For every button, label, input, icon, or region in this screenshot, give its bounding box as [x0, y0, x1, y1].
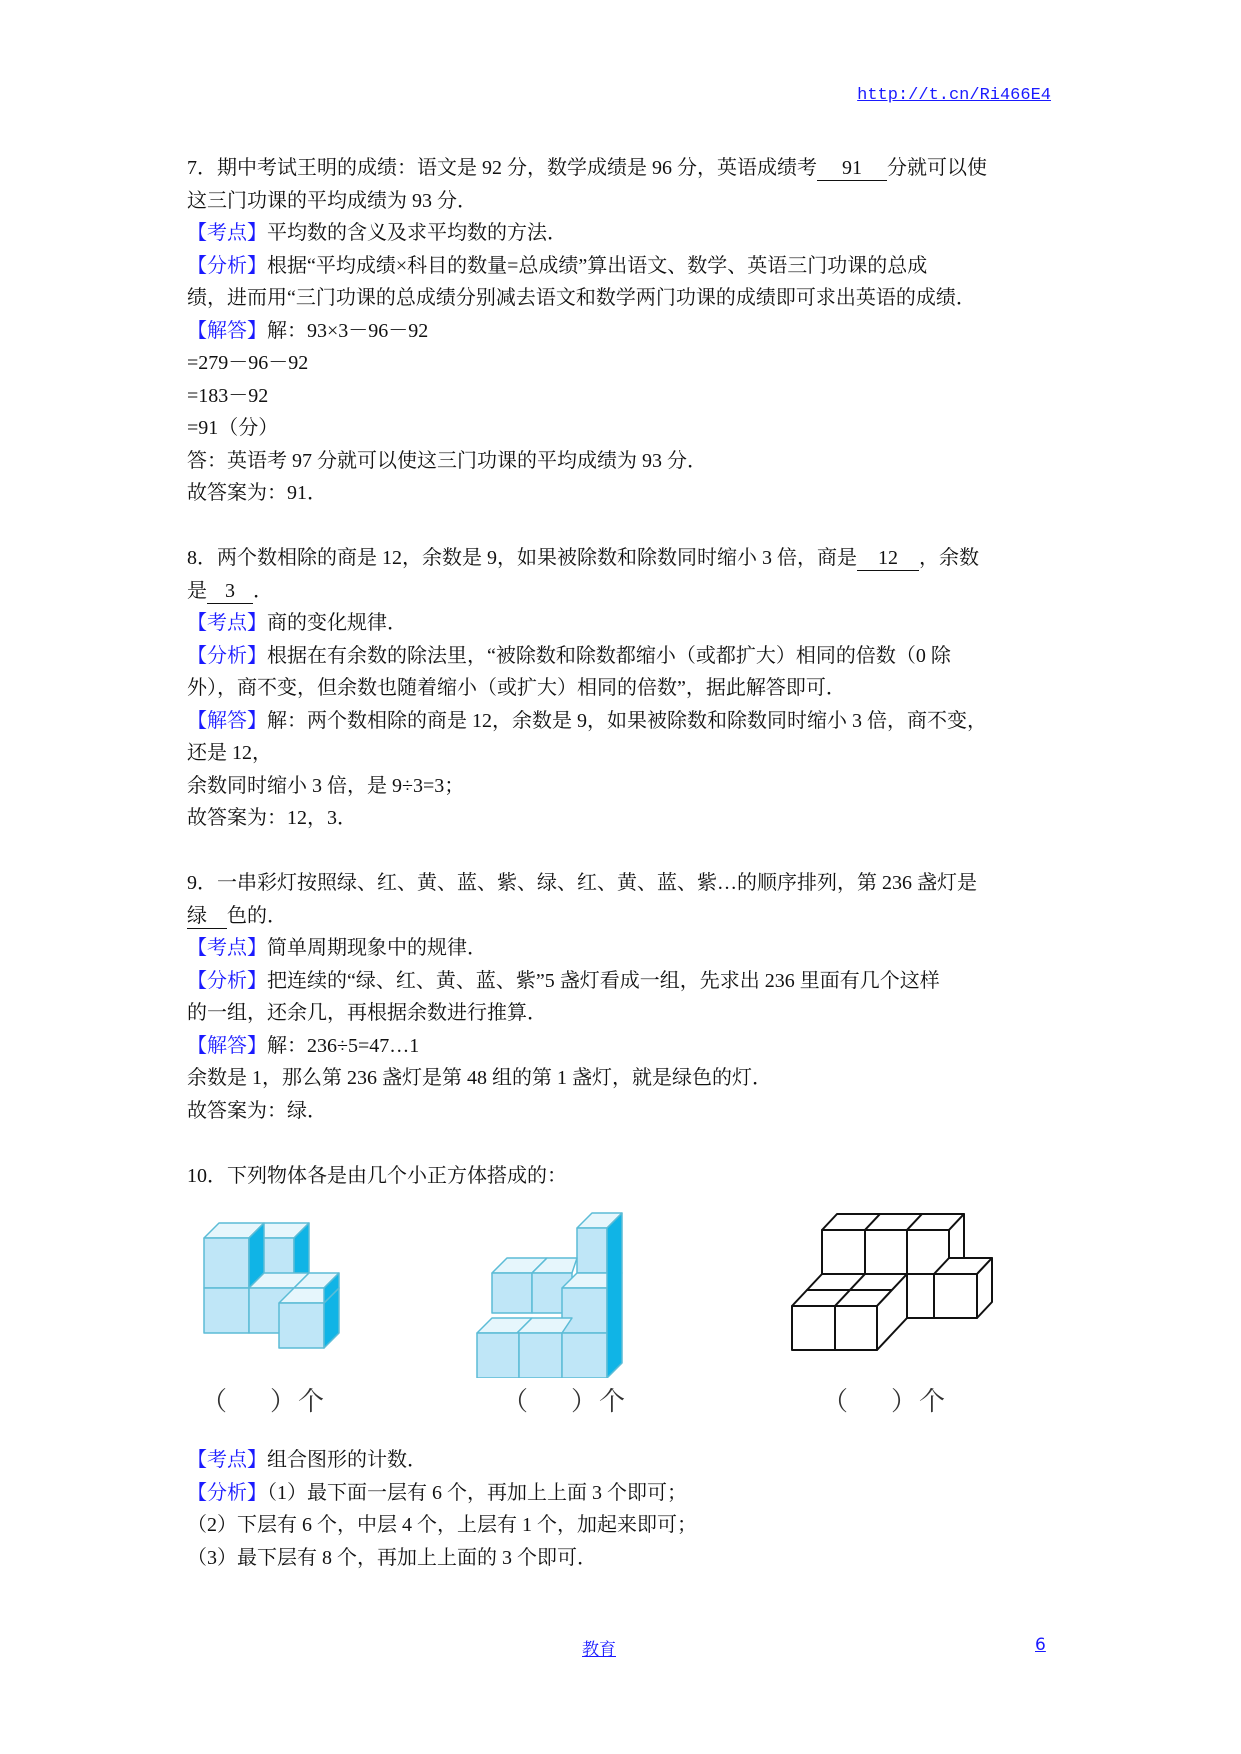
fenxi-text: 绩，进而用“三门功课的总成绩分别减去语文和数学两门功课的成绩即可求出英语的成绩．: [187, 287, 976, 309]
cube-front-face: [492, 1273, 532, 1313]
stem-text: 这三门功课的平均成绩为 93 分．: [187, 189, 477, 212]
fenxi-tag: 【分析】: [187, 644, 267, 667]
kaodian-tag: 【考点】: [187, 222, 267, 244]
kaodian-line: [187, 932, 1057, 965]
fenxi-text: （2）下层有 6 个，中层 4 个，上层有 1 个，加起来即可；: [187, 1514, 697, 1536]
jieda-text: 解：236÷5=47…1: [267, 1034, 420, 1057]
figure-3-cubes: [777, 1198, 997, 1417]
jieda-text: 还是 12，: [187, 742, 272, 764]
page-number[interactable]: 6: [1035, 1635, 1046, 1655]
kaodian-tag: 【考点】: [187, 612, 267, 634]
question-7-stem: [187, 152, 1057, 185]
stem-text: ，余数: [919, 547, 979, 569]
answer-blank: 3: [207, 579, 253, 604]
jieda-tag: 【解答】: [187, 319, 267, 342]
cube-side-face: [607, 1213, 622, 1378]
cube-front-face: [562, 1333, 607, 1378]
cube-drawing-2: [472, 1198, 642, 1378]
cube-front-face: [865, 1230, 907, 1274]
fenxi-text: （1）最下面一层有 6 个，再加上上面 3 个即可；: [267, 1481, 687, 1504]
fenxi-line: [187, 250, 1057, 283]
cube-front-face: [934, 1274, 977, 1318]
stem-text: 是: [187, 579, 207, 602]
kaodian-line: [187, 217, 1057, 250]
stem-text: 7．期中考试王明的成绩：语文是 92 分，数学成绩是 96 分，英语成绩考: [187, 157, 817, 179]
cube-front-face: [835, 1306, 877, 1350]
question-8-stem: [187, 542, 1057, 575]
spacer: [187, 835, 1057, 868]
jieda-line: [187, 1030, 1057, 1063]
kaodian-text: 简单周期现象中的规律．: [267, 937, 487, 959]
calc-step: =279－96－92: [187, 352, 309, 374]
cube-front-face: [204, 1288, 249, 1333]
kaodian-text: 组合图形的计数．: [267, 1449, 427, 1471]
kaodian-text: 商的变化规律．: [267, 612, 407, 634]
kaodian-line: [187, 607, 1057, 640]
document-body: [187, 152, 1057, 1574]
cube-front-face: [577, 1228, 607, 1273]
fenxi-text: 外），商不变，但余数也随着缩小（或扩大）相同的倍数”，据此解答即可．: [187, 677, 846, 699]
final-answer: 故答案为：绿．: [187, 1099, 327, 1122]
kaodian-tag: 【考点】: [187, 937, 267, 959]
cube-front-face: [822, 1230, 865, 1274]
header-link[interactable]: http://t.cn/Ri466E4: [857, 86, 1051, 105]
final-answer: 故答案为：12，3．: [187, 807, 357, 829]
figure-2-cubes: [472, 1198, 642, 1417]
fenxi-tag: 【分析】: [187, 969, 267, 992]
cube-front-face: [562, 1288, 607, 1333]
fenxi-line: [187, 640, 1057, 673]
cube-figures: [187, 1198, 1057, 1438]
jieda-text: 解：两个数相除的商是 12，余数是 9，如果被除数和除数同时缩小 3 倍，商不变，: [267, 709, 987, 732]
cube-front-face: [519, 1333, 562, 1378]
stem-text: 9．一串彩灯按照绿、红、黄、蓝、紫、绿、红、黄、蓝、紫…的顺序排列，第 236 盏灯是: [187, 872, 977, 894]
figure-2-caption: （ ）个: [502, 1387, 628, 1417]
jieda-line: [187, 315, 1057, 348]
calc-step: =183－92: [187, 384, 269, 407]
figure-3-caption: （ ）个: [822, 1387, 948, 1417]
answer-blank: 绿: [187, 904, 227, 929]
cube-drawing-3: [777, 1198, 997, 1378]
cube-front-face: [477, 1333, 519, 1378]
jieda-text: 余数是 1，那么第 236 盏灯是第 48 组的第 1 盏灯，就是绿色的灯．: [187, 1067, 772, 1089]
answer-blank: 12: [857, 546, 919, 571]
fenxi-text: 根据在有余数的除法里，“被除数和除数都缩小（或都扩大）相同的倍数（0 除: [267, 644, 951, 667]
fenxi-tag: 【分析】: [187, 254, 267, 277]
kaodian-text: 平均数的含义及求平均数的方法．: [267, 222, 567, 244]
spacer: [187, 510, 1057, 543]
cube-front-face: [279, 1303, 324, 1348]
question-10: [187, 1160, 1057, 1575]
stem-text: 色的．: [227, 904, 287, 927]
question-8: [187, 542, 1057, 835]
question-7: [187, 152, 1057, 510]
cube-front-face: [792, 1306, 835, 1350]
kaodian-tag: 【考点】: [187, 1449, 267, 1471]
stem-text: 分就可以使: [887, 157, 987, 179]
answer-blank: 91: [817, 156, 887, 181]
fenxi-tag: 【分析】: [187, 1481, 267, 1504]
cube-drawing-1: [189, 1198, 359, 1378]
fenxi-line: [187, 965, 1057, 998]
figure-1-cubes: [189, 1198, 359, 1417]
footer-link[interactable]: 教育: [582, 1640, 616, 1660]
final-answer: 故答案为：91．: [187, 482, 327, 504]
cube-front-face: [204, 1238, 249, 1288]
jieda-tag: 【解答】: [187, 709, 267, 732]
spacer: [187, 1127, 1057, 1160]
stem-text: [187, 575, 1057, 608]
calc-step: =91（分）: [187, 417, 279, 439]
jieda-line: [187, 705, 1057, 738]
stem-text: 10．下列物体各是由几个小正方体搭成的：: [187, 1164, 567, 1187]
fenxi-line: [187, 1477, 1057, 1510]
kaodian-line: [187, 1444, 1057, 1477]
cube-front-face: [907, 1274, 934, 1318]
fenxi-text: 的一组，还余几，再根据余数进行推算．: [187, 1002, 547, 1024]
fenxi-text: 根据“平均成绩×科目的数量=总成绩”算出语文、数学、英语三门功课的总成: [267, 254, 928, 277]
question-9: [187, 867, 1057, 1127]
fenxi-text: 把连续的“绿、红、黄、蓝、紫”5 盏灯看成一组，先求出 236 里面有几个这样: [267, 969, 940, 992]
fenxi-text: （3）最下层有 8 个，再加上上面的 3 个即可．: [187, 1546, 597, 1569]
answer-text: 答：英语考 97 分就可以使这三门功课的平均成绩为 93 分．: [187, 449, 707, 472]
jieda-text: 余数同时缩小 3 倍，是 9÷3=3；: [187, 774, 465, 797]
figure-1-caption: （ ）个: [201, 1387, 327, 1417]
stem-text: 8．两个数相除的商是 12，余数是 9，如果被除数和除数同时缩小 3 倍，商是: [187, 547, 857, 569]
jieda-tag: 【解答】: [187, 1034, 267, 1057]
stem-text: ．: [253, 579, 273, 602]
question-9-stem: [187, 900, 1057, 933]
jieda-text: 解：93×3－96－92: [267, 319, 429, 342]
